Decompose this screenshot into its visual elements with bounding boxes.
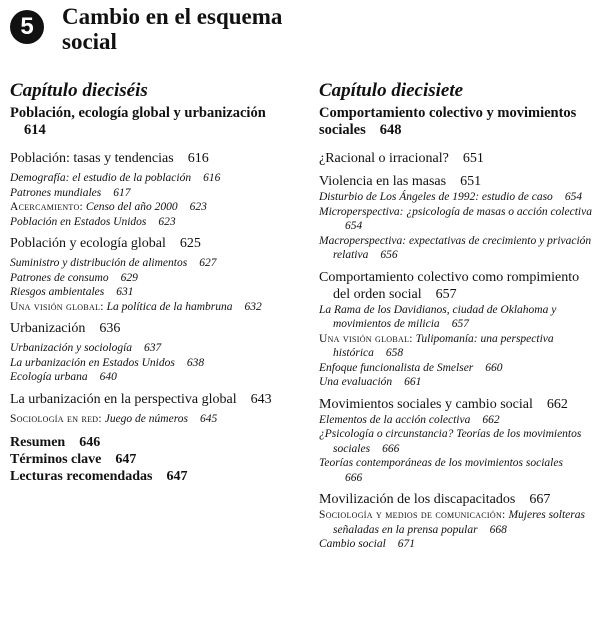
section-page: 662 xyxy=(546,396,568,412)
toc-subsection[interactable] xyxy=(10,300,295,315)
subsection-title: Juego de números xyxy=(104,412,188,425)
subsection-title: La Rama de los Davidianos, ciudad de Oklahoma y movimientos de milicia xyxy=(319,303,557,330)
feature-box-label: Una visión global: xyxy=(10,300,104,313)
feature-box-label: Sociología en red: xyxy=(10,412,102,425)
closing-page: 647 xyxy=(166,469,188,484)
subsection-page: 616 xyxy=(203,172,221,184)
subsection-page: 671 xyxy=(397,538,416,550)
subsection-page: 656 xyxy=(380,249,398,261)
toc-subsection[interactable] xyxy=(319,508,594,537)
subsection-page: 666 xyxy=(382,442,400,455)
closing-title: Términos clave xyxy=(10,452,102,467)
part-number-badge: 5 xyxy=(10,10,44,44)
section-page: 625 xyxy=(179,236,201,251)
subsection-page: 658 xyxy=(385,347,404,359)
subsection-title: Censo del año 2000 xyxy=(85,201,178,213)
toc-subsection[interactable] xyxy=(10,285,295,300)
toc-subsection[interactable] xyxy=(319,456,594,485)
section-page: 657 xyxy=(435,286,457,302)
closing-title: Resumen xyxy=(10,435,66,450)
subsection-title: Enfoque funcionalista de Smelser xyxy=(319,361,474,374)
section-title: Violencia en las masas xyxy=(319,174,447,189)
subsection-page: 661 xyxy=(404,376,422,388)
toc-subsection[interactable] xyxy=(319,361,594,376)
toc-subsection[interactable] xyxy=(10,186,295,201)
toc-subsection[interactable] xyxy=(319,234,594,263)
subsection-page: 627 xyxy=(199,257,217,269)
toc-subsection[interactable] xyxy=(319,332,594,361)
closing-page: 647 xyxy=(115,452,137,467)
section-title: Comportamiento colectivo como rompimiento del orden social xyxy=(319,269,580,302)
subsection-title: Ecología urbana xyxy=(10,371,88,383)
toc-subsection[interactable] xyxy=(10,215,295,230)
chapter-title-text: Población, ecología global y urbanización xyxy=(10,105,266,121)
subsection-page: 632 xyxy=(244,300,262,313)
subsection-page: 637 xyxy=(144,342,162,354)
section-title: Población y ecología global xyxy=(10,236,166,251)
subsection-title: Mujeres solteras señaladas en la prensa popular xyxy=(333,509,585,536)
toc-section[interactable] xyxy=(319,396,594,413)
closing-item[interactable] xyxy=(10,451,295,468)
toc-section[interactable] xyxy=(319,491,594,508)
subsection-page: 668 xyxy=(489,523,507,536)
toc-section[interactable] xyxy=(10,391,295,408)
chapter-17-column xyxy=(319,80,594,552)
subsection-page: 631 xyxy=(116,286,134,298)
subsection-title: ¿Psicología o circunstancia? Teorías de los movimientos sociales xyxy=(319,428,582,455)
chapter-page: 614 xyxy=(24,122,46,138)
toc-subsection[interactable] xyxy=(10,341,295,356)
toc-section[interactable] xyxy=(10,320,295,337)
subsection-page: 654 xyxy=(564,191,583,203)
subsection-title: La política de la hambruna xyxy=(106,300,233,313)
part-title: Cambio en el esquema social xyxy=(62,4,283,54)
toc-subsection[interactable] xyxy=(10,200,295,215)
toc-section[interactable] xyxy=(10,235,295,252)
toc-subsection[interactable] xyxy=(319,537,594,552)
toc-subsection[interactable] xyxy=(10,256,295,271)
subsection-title: Patrones de consumo xyxy=(10,271,109,284)
toc-section[interactable] xyxy=(319,269,594,303)
feature-box-label: Una visión global: xyxy=(319,332,413,345)
subsection-title: Riesgos ambientales xyxy=(10,286,105,298)
subsection-title: Tulipomanía: una perspectiva histórica xyxy=(333,332,554,359)
subsection-title: Microperspectiva: ¿psicología de masas o acción colectiva xyxy=(319,205,592,218)
toc-subsection[interactable] xyxy=(10,412,295,427)
subsection-title: Demografía: el estudio de la población xyxy=(10,172,192,184)
section-title: Movimientos sociales y cambio social xyxy=(319,396,533,412)
section-page: 667 xyxy=(529,492,551,507)
section-page: 643 xyxy=(250,391,272,407)
toc-section[interactable] xyxy=(319,150,594,167)
subsection-title: Urbanización y sociología xyxy=(10,342,133,354)
toc-subsection[interactable] xyxy=(10,370,295,385)
section-page: 616 xyxy=(187,151,209,166)
subsection-title: Teorías contemporáneas de los movimientos sociales xyxy=(319,457,563,469)
subsection-page: 666 xyxy=(345,471,363,484)
subsection-title: La urbanización en Estados Unidos xyxy=(10,356,175,369)
subsection-page: 623 xyxy=(189,201,207,213)
subsection-title: Patrones mundiales xyxy=(10,186,102,199)
feature-box-label: Acercamiento: xyxy=(10,201,84,213)
closing-item[interactable] xyxy=(10,468,295,485)
section-title: Movilización de los discapacitados xyxy=(319,492,516,507)
toc-subsection[interactable] xyxy=(319,375,594,390)
subsection-title: Disturbio de Los Ángeles de 1992: estudio de caso xyxy=(319,191,553,203)
toc-subsection[interactable] xyxy=(10,171,295,186)
toc-subsection[interactable] xyxy=(10,356,295,371)
section-title: Población: tasas y tendencias xyxy=(10,151,174,166)
toc-subsection[interactable] xyxy=(319,303,594,332)
toc-subsection[interactable] xyxy=(10,271,295,286)
section-title: ¿Racional o irracional? xyxy=(319,151,449,166)
subsection-page: 645 xyxy=(199,412,218,425)
subsection-title: Cambio social xyxy=(319,538,386,550)
toc-subsection[interactable] xyxy=(319,190,594,205)
subsection-page: 617 xyxy=(113,186,131,199)
subsection-page: 654 xyxy=(345,220,363,232)
subsection-page: 629 xyxy=(120,271,138,284)
chapter-title-text: Comportamiento colectivo y movimientos sociales xyxy=(319,105,577,138)
subsection-title: Suministro y distribución de alimentos xyxy=(10,257,188,269)
chapter-label: Capítulo dieciséis xyxy=(10,80,148,101)
chapter-16-column xyxy=(10,80,295,485)
chapter-page: 648 xyxy=(379,122,402,138)
section-page: 651 xyxy=(460,174,482,189)
subsection-page: 657 xyxy=(451,318,469,330)
toc-section[interactable] xyxy=(10,150,295,167)
subsection-page: 662 xyxy=(482,413,500,426)
toc-section[interactable] xyxy=(319,173,594,190)
closing-title: Lecturas recomendadas xyxy=(10,469,153,484)
subsection-title: Población en Estados Unidos xyxy=(10,215,147,228)
chapter-label: Capítulo diecisiete xyxy=(319,80,464,101)
chapter-title xyxy=(319,105,594,139)
subsection-page: 638 xyxy=(186,356,205,369)
closing-item[interactable] xyxy=(10,434,295,451)
subsection-page: 640 xyxy=(99,371,117,383)
subsection-title: Elementos de la acción colectiva xyxy=(319,413,471,426)
section-page: 651 xyxy=(462,151,484,166)
subsection-title: Una evaluación xyxy=(319,376,393,388)
feature-box-label: Sociología y medios de comunicación: xyxy=(319,509,506,521)
chapter-closing-items xyxy=(10,434,295,485)
toc-subsection[interactable] xyxy=(319,413,594,428)
subsection-page: 623 xyxy=(158,215,176,228)
section-title: La urbanización en la perspectiva global xyxy=(10,391,237,407)
closing-page: 646 xyxy=(79,435,101,450)
chapter-title xyxy=(10,105,295,139)
toc-subsection[interactable] xyxy=(319,205,594,234)
subsection-title: Macroperspectiva: expectativas de crecimiento y privación relativa xyxy=(319,234,592,261)
section-title: Urbanización xyxy=(10,321,86,336)
toc-subsection[interactable] xyxy=(319,427,594,456)
subsection-page: 660 xyxy=(485,361,503,374)
section-page: 636 xyxy=(99,321,121,336)
